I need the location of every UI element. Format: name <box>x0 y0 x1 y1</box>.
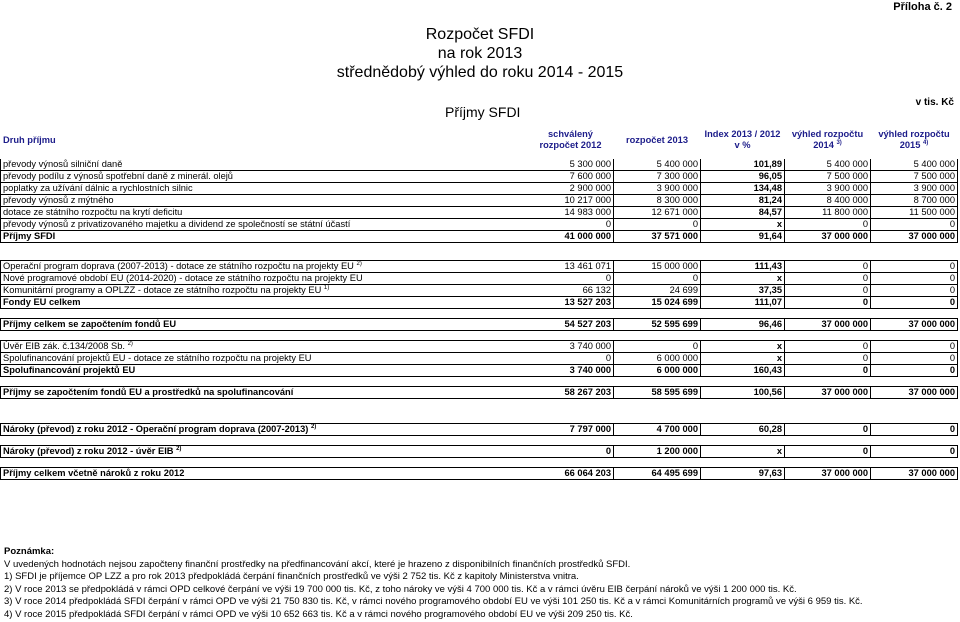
cell-approved: 2 900 000 <box>528 183 614 195</box>
header-budget: rozpočet 2013 <box>625 134 688 145</box>
cell-index: x <box>701 219 785 231</box>
cell-y2014: 3 900 000 <box>785 183 871 195</box>
header-outlook-2014: výhled rozpočtu 2014 $^{3)}$ <box>791 129 864 150</box>
cell-approved: 0 <box>528 353 614 365</box>
notes <box>4 546 863 621</box>
row-label: Komunitární programy a OPLZZ - dotace ze státního rozpočtu na projekty EU $^{1)}$ <box>1 285 528 297</box>
cell-y2014: 0 <box>785 219 871 231</box>
eu-row <box>1 273 958 285</box>
cell-budget: 64 495 699 <box>614 468 701 480</box>
cell-y2014: 37 000 000 <box>785 468 871 480</box>
header-index: Index 2013 / 2012 v % <box>704 129 781 150</box>
total-cofinancing-row <box>1 365 958 377</box>
cell-y2015: 37 000 000 <box>871 319 958 331</box>
cell-y2015: 0 <box>871 446 958 458</box>
cell-approved: 3 740 000 <box>528 341 614 353</box>
cell-y2015: 0 <box>871 353 958 365</box>
total-with-cofinancing-row <box>1 387 958 399</box>
cell-y2015: 37 000 000 <box>871 231 958 243</box>
cell-y2014: 0 <box>785 273 871 285</box>
cell-y2015: 0 <box>871 341 958 353</box>
cell-approved: 5 300 000 <box>528 159 614 171</box>
cell-y2014: 0 <box>785 353 871 365</box>
cell-index: 96,46 <box>701 319 785 331</box>
eu-row <box>1 285 958 297</box>
notes-heading: Poznámka: <box>4 546 55 557</box>
cell-index: 160,43 <box>701 365 785 377</box>
cell-y2015: 0 <box>871 424 958 436</box>
spacer-row <box>1 377 958 387</box>
cell-y2014: 0 <box>785 365 871 377</box>
cell-approved: 41 000 000 <box>528 231 614 243</box>
row-label: Příjmy celkem se započtením fondů EU <box>1 319 528 331</box>
cell-y2014: 37 000 000 <box>785 387 871 399</box>
row-label: poplatky za užívání dálnic a rychlostních silnic <box>1 183 528 195</box>
note-line: 4) V roce 2015 předpokládá SFDI čerpání v rámci OPD ve výši 10 652 663 tis. Kč a v rámci nového programového období EU ve výši 209 250 tis. Kč. <box>4 608 633 620</box>
note-line: 2) V roce 2013 se předpokládá v rámci OPD celkové čerpání ve výši 19 700 000 tis. Kč, z toho nároky ve výši 4 700 000 tis. Kč a v rámci úvěru EIB čerpání nároků ve výši 1 200 000 tis. Kč. <box>4 583 797 595</box>
cell-budget: 58 595 699 <box>614 387 701 399</box>
row-label: Fondy EU celkem <box>1 297 528 309</box>
cofinancing-row <box>1 341 958 353</box>
eu-row <box>1 261 958 273</box>
grand-total-row <box>1 468 958 480</box>
cell-budget: 5 400 000 <box>614 159 701 171</box>
cell-y2015: 0 <box>871 297 958 309</box>
row-label: Nové programové období EU (2014-2020) - dotace ze státního rozpočtu na projekty EU <box>1 273 528 285</box>
cell-index: x <box>701 446 785 458</box>
cell-index: 111,07 <box>701 297 785 309</box>
spacer-row <box>1 458 958 468</box>
cell-y2014: 0 <box>785 424 871 436</box>
cell-y2014: 0 <box>785 285 871 297</box>
header-type: Druh příjmu <box>3 134 56 145</box>
cell-y2014: 8 400 000 <box>785 195 871 207</box>
cell-approved: 7 797 000 <box>528 424 614 436</box>
cell-y2014: 0 <box>785 446 871 458</box>
cell-budget: 0 <box>614 341 701 353</box>
cell-y2015: 0 <box>871 365 958 377</box>
note-line: 1) SFDI je příjemce OP LZZ a pro rok 2013 předpokládá čerpání finančních prostředků ve výši 2 752 tis. Kč z kapitoly Ministerstva vnitra. <box>4 571 579 582</box>
cell-y2014: 37 000 000 <box>785 231 871 243</box>
cell-budget: 0 <box>614 273 701 285</box>
cell-index: 97,63 <box>701 468 785 480</box>
sfdi-revenue-rows <box>1 159 958 480</box>
total-sfdi-row <box>1 231 958 243</box>
cell-y2015: 37 000 000 <box>871 468 958 480</box>
cell-y2014: 0 <box>785 297 871 309</box>
cell-index: x <box>701 353 785 365</box>
row-label: Příjmy SFDI <box>1 231 528 243</box>
cell-budget: 15 000 000 <box>614 261 701 273</box>
cell-approved: 13 527 203 <box>528 297 614 309</box>
note-line: 3) V roce 2014 předpokládá SFDI čerpání v rámci OPD ve výši 21 750 830 tis. Kč, v rámci nového programového období EU ve výši 101 250 tis. Kč a v rámci Komunitárních programů ve výši 6 959 tis. Kč. <box>4 596 863 607</box>
cell-y2015: 8 700 000 <box>871 195 958 207</box>
revenue-row <box>1 195 958 207</box>
cell-budget: 15 024 699 <box>614 297 701 309</box>
cell-approved: 66 064 203 <box>528 468 614 480</box>
cell-index: 91,64 <box>701 231 785 243</box>
total-eu-row <box>1 297 958 309</box>
cell-approved: 54 527 203 <box>528 319 614 331</box>
cell-budget: 3 900 000 <box>614 183 701 195</box>
cell-y2014: 0 <box>785 341 871 353</box>
cell-y2015: 0 <box>871 219 958 231</box>
revenue-row <box>1 171 958 183</box>
cell-budget: 8 300 000 <box>614 195 701 207</box>
section-title: Příjmy SFDI <box>445 104 521 120</box>
revenue-row <box>1 183 958 195</box>
row-label: Spolufinancování projektů EU <box>1 365 528 377</box>
header-approved: schválený rozpočet 2012 <box>539 129 602 150</box>
cell-index: 60,28 <box>701 424 785 436</box>
row-label: Příjmy celkem včetně nároků z roku 2012 <box>1 468 528 480</box>
cell-y2015: 0 <box>871 285 958 297</box>
cell-y2015: 37 000 000 <box>871 387 958 399</box>
revenue-row <box>1 159 958 171</box>
page-title-line3: střednědobý výhled do roku 2014 - 2015 <box>336 64 624 81</box>
budget-table <box>0 121 958 480</box>
row-label: Nároky (převod) z roku 2012 - Operační program doprava (2007-2013) $^{2)}$ <box>1 424 528 436</box>
cell-approved: 10 217 000 <box>528 195 614 207</box>
cell-y2014: 7 500 000 <box>785 171 871 183</box>
header-outlook-2015: výhled rozpočtu 2015 $^{4)}$ <box>878 129 950 150</box>
cell-index: 37,35 <box>701 285 785 297</box>
spacer-row <box>1 399 958 424</box>
note-line: V uvedených hodnotách nejsou započteny finanční prostředky na předfinancování akcí, které je hrazeno z disponibilních finančních prostředků SFDI. <box>4 558 631 570</box>
row-label: Nároky (převod) z roku 2012 - úvěr EIB $^{2)}$ <box>1 446 528 458</box>
spacer-row <box>1 243 958 261</box>
row-label: převody podílu z výnosů spotřební daně z minerál. olejů <box>1 171 528 183</box>
cell-index: 84,57 <box>701 207 785 219</box>
cell-index: 100,56 <box>701 387 785 399</box>
cell-index: 96,05 <box>701 171 785 183</box>
cell-budget: 1 200 000 <box>614 446 701 458</box>
cell-y2014: 5 400 000 <box>785 159 871 171</box>
cell-budget: 37 571 000 <box>614 231 701 243</box>
cell-budget: 4 700 000 <box>614 424 701 436</box>
cell-y2015: 0 <box>871 261 958 273</box>
cell-index: 101,89 <box>701 159 785 171</box>
cell-budget: 52 595 699 <box>614 319 701 331</box>
cell-y2015: 11 500 000 <box>871 207 958 219</box>
cell-approved: 0 <box>528 219 614 231</box>
cell-y2014: 11 800 000 <box>785 207 871 219</box>
spacer-row <box>1 309 958 319</box>
revenue-row <box>1 207 958 219</box>
cell-y2015: 0 <box>871 273 958 285</box>
unit-label: v tis. Kč <box>915 97 954 108</box>
row-label: převody výnosů z privatizovaného majetku a dividend ze společností se státní účastí <box>1 219 528 231</box>
cell-budget: 7 300 000 <box>614 171 701 183</box>
cell-index: x <box>701 273 785 285</box>
cell-y2014: 37 000 000 <box>785 319 871 331</box>
cell-approved: 13 461 071 <box>528 261 614 273</box>
cell-y2014: 0 <box>785 261 871 273</box>
cell-budget: 6 000 000 <box>614 365 701 377</box>
cell-index: x <box>701 341 785 353</box>
cell-budget: 0 <box>614 219 701 231</box>
cell-index: 81,24 <box>701 195 785 207</box>
row-label: převody výnosů z mýtného <box>1 195 528 207</box>
cell-y2015: 5 400 000 <box>871 159 958 171</box>
cell-approved: 58 267 203 <box>528 387 614 399</box>
page-title-line1: Rozpočet SFDI <box>425 26 535 43</box>
row-label: dotace ze státního rozpočtu na krytí deficitu <box>1 207 528 219</box>
page-title-line2: na rok 2013 <box>437 45 523 62</box>
cell-index: 111,43 <box>701 261 785 273</box>
cell-y2015: 3 900 000 <box>871 183 958 195</box>
claim-op-row <box>1 424 958 436</box>
cell-approved: 7 600 000 <box>528 171 614 183</box>
row-label: Spolufinancování projektů EU - dotace ze státního rozpočtu na projekty EU <box>1 353 528 365</box>
cell-approved: 0 <box>528 273 614 285</box>
cell-index: 134,48 <box>701 183 785 195</box>
row-label: Příjmy se započtením fondů EU a prostředků na spolufinancování <box>1 387 528 399</box>
row-label: převody výnosů silniční daně <box>1 159 528 171</box>
cell-approved: 14 983 000 <box>528 207 614 219</box>
cell-budget: 24 699 <box>614 285 701 297</box>
revenue-row <box>1 219 958 231</box>
cell-budget: 6 000 000 <box>614 353 701 365</box>
claim-eib-row <box>1 446 958 458</box>
attachment-label: Příloha č. 2 <box>893 1 952 13</box>
row-label: Úvěr EIB zák. č.134/2008 Sb. $^{2)}$ <box>1 341 528 353</box>
cell-approved: 66 132 <box>528 285 614 297</box>
cell-approved: 3 740 000 <box>528 365 614 377</box>
cell-budget: 12 671 000 <box>614 207 701 219</box>
table-header <box>1 122 958 159</box>
total-with-eu-row <box>1 319 958 331</box>
spacer-row <box>1 436 958 446</box>
cell-y2015: 7 500 000 <box>871 171 958 183</box>
cofinancing-row <box>1 353 958 365</box>
spacer-row <box>1 331 958 341</box>
row-label: Operační program doprava (2007-2013) - dotace ze státního rozpočtu na projekty EU $^{2)}$ <box>1 261 528 273</box>
cell-approved: 0 <box>528 446 614 458</box>
